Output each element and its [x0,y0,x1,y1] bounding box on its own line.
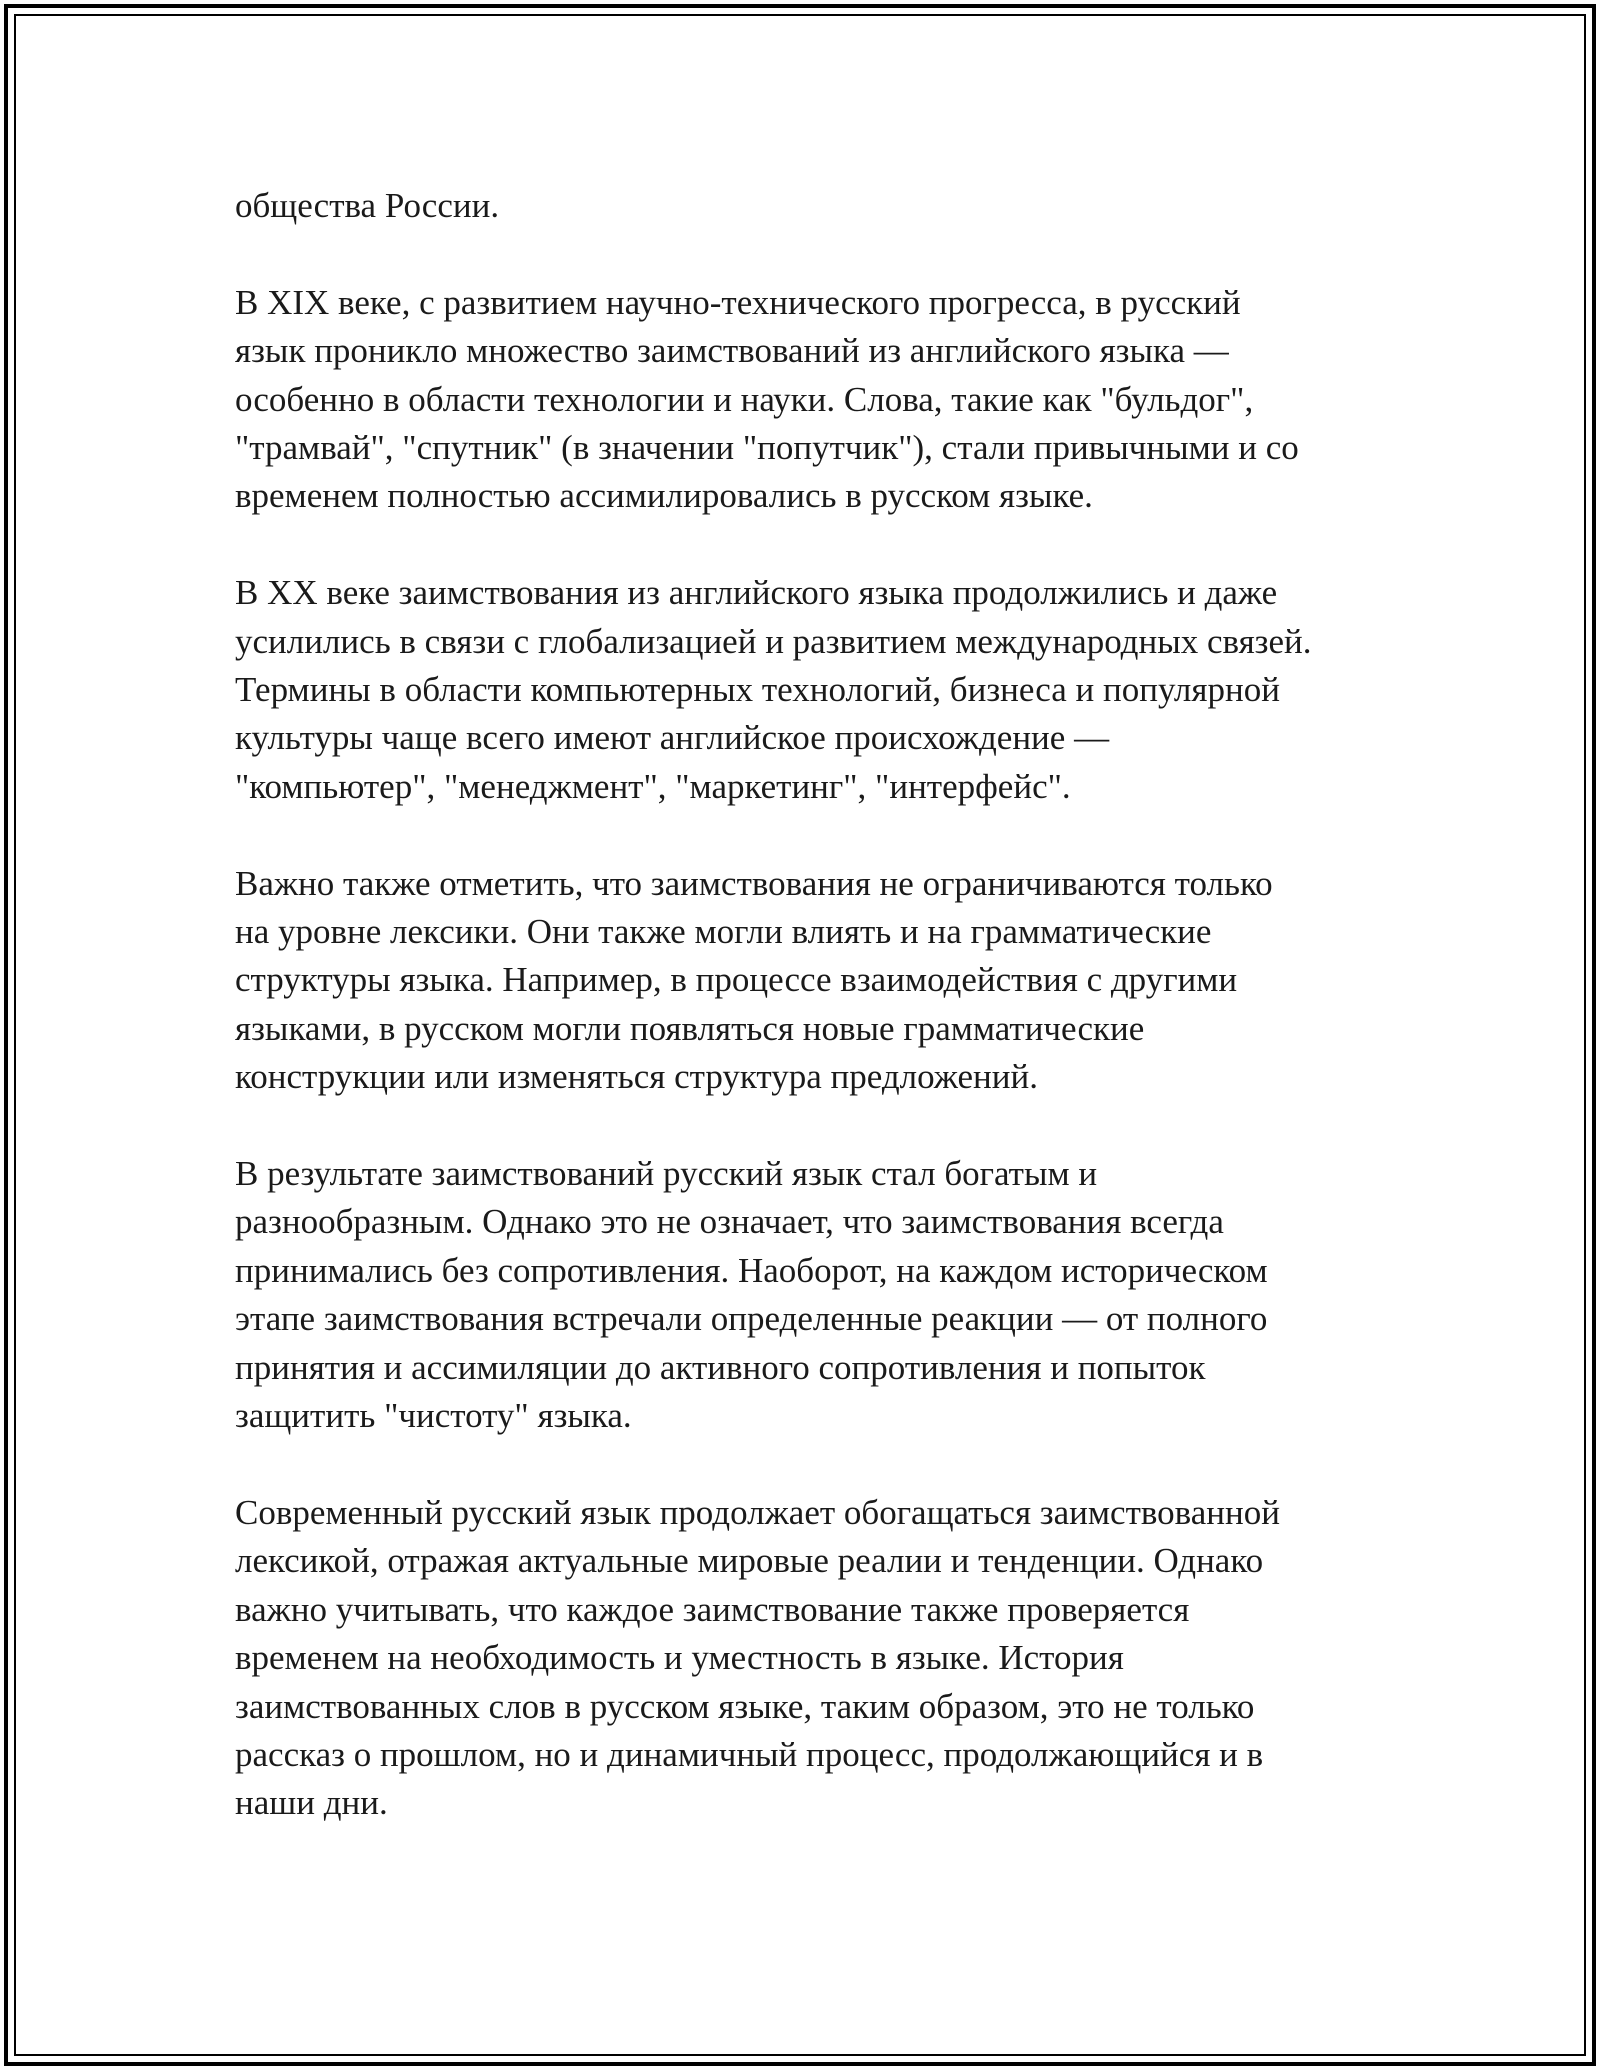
paragraph-6: Современный русский язык продолжает обогащаться заимствованной лексикой, отражая актуальные мировые реалии и тенденции. Однако важно учитывать, что каждое заимствование также проверяется временем на необходимость и уместность в языке. История заимствованных слов в русском языке, таким образом, это не только рассказ о прошлом, но и динамичный процесс, продолжающийся и в наши дни. [235,1492,1280,1823]
document-body [235,182,1400,1876]
paragraph-3: В XX веке заимствования из английского языка продолжились и даже усилились в связи с глобализацией и развитием международных связей. Термины в области компьютерных технологий, бизнеса и популярной культуры чаще всего имеют английское происхождение — "компьютер", "менеджмент", "маркетинг", "интерфейс". [235,573,1312,806]
paragraph-1: общества России. [235,186,500,225]
paragraph-5: В результате заимствований русский язык стал богатым и разнообразным. Однако это не означает, что заимствования всегда принимались без сопротивления. Наоборот, на каждом историческом этапе заимствования встречали определенные реакции — от полного принятия и ассимиляции до активного сопротивления и попыток защитить "чистоту" языка. [235,1154,1268,1436]
paragraph-4: Важно также отметить, что заимствования не ограничиваются только на уровне лексики. Они также могли влиять и на грамматические структуры языка. Например, в процессе взаимодействия с другими языками, в русском могли появляться новые грамматические конструкции или изменяться структура предложений. [235,863,1273,1097]
paragraph-2: В XIX веке, с развитием научно-технического прогресса, в русский язык проникло множество заимствований из английского языка — особенно в области технологии и науки. Слова, такие как "бульдог", "трамвай", "спутник" (в значении "попутчик"), стали привычными и со временем полностью ассимилировались в русском языке. [235,282,1299,516]
